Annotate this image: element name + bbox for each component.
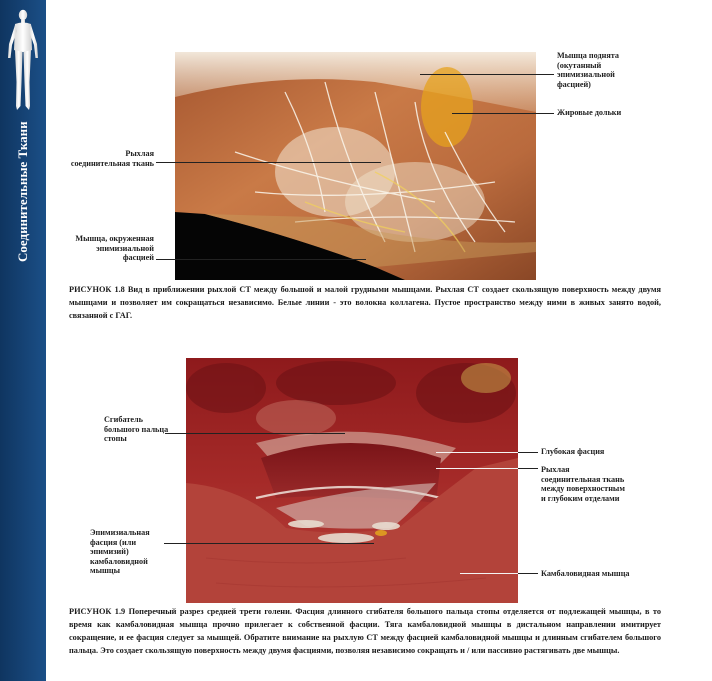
leader-flexor [165,433,345,434]
figure-1-8-caption [69,283,661,322]
figure-1-9-number: РИСУНОК 1.9 [69,607,126,616]
leg-cross-section-photo [186,358,518,603]
figure-1-8-number: РИСУНОК 1.8 [69,285,125,294]
human-figure-icon [5,6,41,114]
leader-loose-ct-between-photo [436,468,518,469]
label-muscle-raised: Мышца поднята (окутанный эпимизиальной фасцией) [557,51,619,89]
label-soleus: Камбаловидная мышца [541,569,630,578]
label-loose-ct-between: Рыхлая соединительная ткань между поверхностным и глубоким отделами [541,465,625,503]
label-epimysial-fascia: Эпимизиальная фасция (или эпимизий) камбаловидной мышцы [90,528,150,576]
loose-connective-tissue-photo [175,52,536,280]
leader-fat-lobules [452,113,554,114]
leader-muscle-raised [420,74,554,75]
leader-deep-fascia [518,452,538,453]
label-fat-lobules: Жировые дольки [557,108,622,117]
leader-soleus [518,573,538,574]
label-deep-fascia: Глубокая фасция [541,447,605,456]
leader-deep-fascia-photo [436,452,518,453]
leader-loose-ct [156,162,381,163]
chapter-title: Соединительные Ткани [15,121,30,263]
label-muscle-epimysium: Мышца, окруженная эпимизиальной фасцией [75,234,154,263]
label-flexor: Сгибатель большого пальца стопы [104,415,169,444]
label-loose-ct: Рыхлая соединительная ткань [70,149,154,168]
figure-1-9-caption [69,605,661,657]
figure-1-8-text: Вид в приближении рыхлой СТ между большой и малой грудными мышцами. Рыхлая СТ создает скользящую поверхность между двумя мышцами и позволяет им сокращаться независимо. Белые линии - это волокна коллагена. Пустое пространство между ними в живых занято водой, связанной с ГАГ. [69,285,661,320]
figure-1-9-text: Поперечный разрез средней трети голени. Фасция длинного сгибателя большого пальца стопы отделяется от подлежащей мышцы, в то время как камбаловидная мышца прочно прилегает к собственной фасции. Тяга камбаловидной мышцы в дистальном направлении имитирует сокращение, и ее фасция следует за мышцей. Обратите внимание на рыхлую СТ между фасцией камбаловидной мышцы и длинным сгибателем большого пальца. Это создает скользящую поверхность между двумя фасциями, позволяя независимо сокращать и / или пассивно растягивать две мышцы. [69,607,661,655]
leader-epimysial-fascia [164,543,374,544]
leader-soleus-photo [460,573,518,574]
leader-loose-ct-between [518,468,538,469]
chapter-sidebar [0,0,46,681]
leader-muscle-epimysium [156,259,366,260]
